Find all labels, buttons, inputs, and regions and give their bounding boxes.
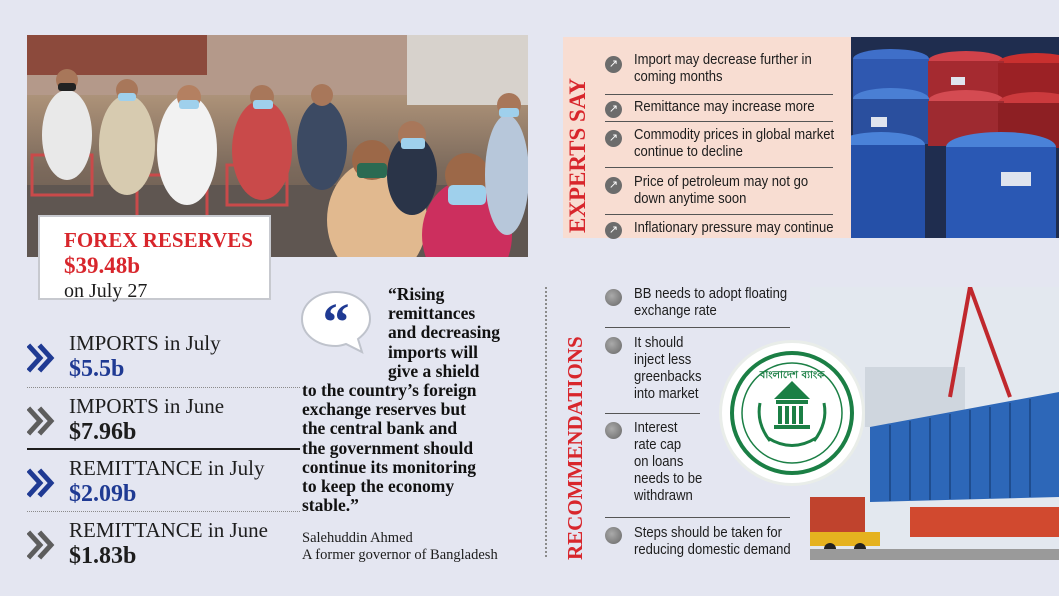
expert-item-line: Inflationary pressure may continue bbox=[634, 220, 834, 236]
expert-item-line: coming months bbox=[634, 69, 723, 85]
quote-line: the government should bbox=[302, 437, 474, 458]
experts-title: EXPERTS SAY bbox=[565, 78, 590, 233]
quote-line: continue its monitoring bbox=[302, 456, 477, 477]
recommendation-line: withdrawn bbox=[634, 488, 693, 504]
stat-label: REMITTANCE in July bbox=[69, 456, 265, 480]
stat-label: REMITTANCE in June bbox=[69, 518, 268, 542]
forex-value: $39.48b bbox=[64, 253, 141, 278]
recommendation-line: Interest bbox=[634, 420, 678, 436]
quote-line: exchange reserves but bbox=[302, 399, 466, 420]
quote-line: “Rising bbox=[388, 284, 445, 304]
expert-item-line: down anytime soon bbox=[634, 191, 747, 207]
expert-item-line: Remittance may increase more bbox=[634, 99, 815, 115]
forex-title: FOREX RESERVES bbox=[64, 228, 253, 252]
recommendation-line: needs to be bbox=[634, 471, 703, 487]
bangladesh-bank-logo bbox=[719, 340, 865, 486]
quote bbox=[302, 285, 540, 515]
divider bbox=[605, 167, 833, 168]
expert-item-line: Import may decrease further in bbox=[634, 52, 812, 68]
expert-item-line: Commodity prices in global market bbox=[634, 127, 835, 143]
recommendation-line: exchange rate bbox=[634, 303, 717, 319]
expert-item bbox=[634, 127, 839, 161]
recommendation-item bbox=[634, 525, 791, 559]
bank-emblem-icon bbox=[722, 343, 862, 483]
quote-line: imports will bbox=[388, 341, 478, 362]
stat-label: IMPORTS in June bbox=[69, 394, 225, 418]
chevron-right-double-icon bbox=[27, 406, 57, 436]
stat-remittance-june bbox=[27, 512, 300, 575]
stat-imports-june bbox=[27, 388, 300, 451]
expert-item bbox=[634, 220, 839, 237]
quote-line: to keep the economy bbox=[302, 476, 455, 497]
divider bbox=[605, 214, 833, 215]
expert-item bbox=[634, 174, 839, 208]
recommendation-item bbox=[634, 420, 702, 505]
divider bbox=[605, 413, 700, 414]
quote-line: to the country’s foreign bbox=[302, 380, 477, 401]
divider bbox=[605, 121, 833, 122]
chevron-right-double-icon bbox=[27, 343, 57, 373]
stat-value: $1.83b bbox=[69, 543, 137, 569]
divider bbox=[605, 517, 790, 518]
quote-line: remittances bbox=[388, 303, 476, 324]
vertical-divider bbox=[545, 287, 547, 557]
arrow-bullet-icon: ↗ bbox=[605, 177, 622, 194]
stat-value: $2.09b bbox=[69, 481, 137, 507]
recommendations-title: RECOMMENDATIONS bbox=[563, 336, 587, 560]
recommendation-line: BB needs to adopt floating bbox=[634, 286, 788, 302]
recommendation-line: on loans bbox=[634, 454, 684, 470]
recommendation-line: Steps should be taken for bbox=[634, 525, 783, 541]
recommendation-line: reducing domestic demand bbox=[634, 542, 791, 558]
stat-value: $5.5b bbox=[69, 356, 125, 382]
stat-value: $7.96b bbox=[69, 419, 137, 445]
quote-author bbox=[302, 530, 498, 564]
arrow-bullet-icon: ↗ bbox=[605, 101, 622, 118]
coin-bullet-icon bbox=[605, 289, 622, 306]
recommendation-item bbox=[634, 286, 787, 320]
recommendation-line: rate cap bbox=[634, 437, 682, 453]
author-name: Salehuddin Ahmed bbox=[302, 530, 413, 546]
bank-logo-text: বাংলাদেশ ব্যাংক bbox=[759, 370, 825, 381]
oil-barrels-photo bbox=[851, 37, 1059, 238]
quote-line: give a shield bbox=[388, 360, 480, 381]
stat-remittance-july bbox=[27, 450, 300, 513]
coin-bullet-icon bbox=[605, 527, 622, 544]
chevron-right-double-icon bbox=[27, 530, 57, 560]
arrow-bullet-icon: ↗ bbox=[605, 56, 622, 73]
chevron-right-double-icon bbox=[27, 468, 57, 498]
coin-bullet-icon bbox=[605, 422, 622, 439]
stat-imports-july bbox=[27, 325, 300, 388]
coin-bullet-icon bbox=[605, 337, 622, 354]
expert-item bbox=[634, 99, 839, 116]
quote-line: the central bank and bbox=[302, 418, 458, 439]
author-title: A former governor of Bangladesh bbox=[302, 547, 498, 563]
expert-item-line: Price of petroleum may not go bbox=[634, 174, 809, 190]
expert-item-line: continue to decline bbox=[634, 144, 743, 160]
divider bbox=[605, 327, 790, 328]
divider bbox=[605, 94, 833, 95]
quote-line: stable.” bbox=[302, 495, 359, 516]
arrow-bullet-icon: ↗ bbox=[605, 222, 622, 239]
forex-reserves-card bbox=[38, 215, 271, 300]
recommendation-line: into market bbox=[634, 386, 699, 402]
arrow-bullet-icon: ↗ bbox=[605, 130, 622, 147]
recommendation-line: inject less bbox=[634, 352, 692, 368]
recommendation-line: greenbacks bbox=[634, 369, 702, 385]
quote-line: and decreasing bbox=[388, 322, 500, 343]
recommendation-line: It should bbox=[634, 335, 684, 351]
expert-item bbox=[634, 52, 839, 86]
forex-date: on July 27 bbox=[64, 280, 148, 302]
stat-label: IMPORTS in July bbox=[69, 331, 221, 355]
oil-barrels-illustration bbox=[851, 37, 1059, 238]
svg-text:“: “ bbox=[322, 292, 350, 352]
recommendation-item bbox=[634, 335, 701, 403]
